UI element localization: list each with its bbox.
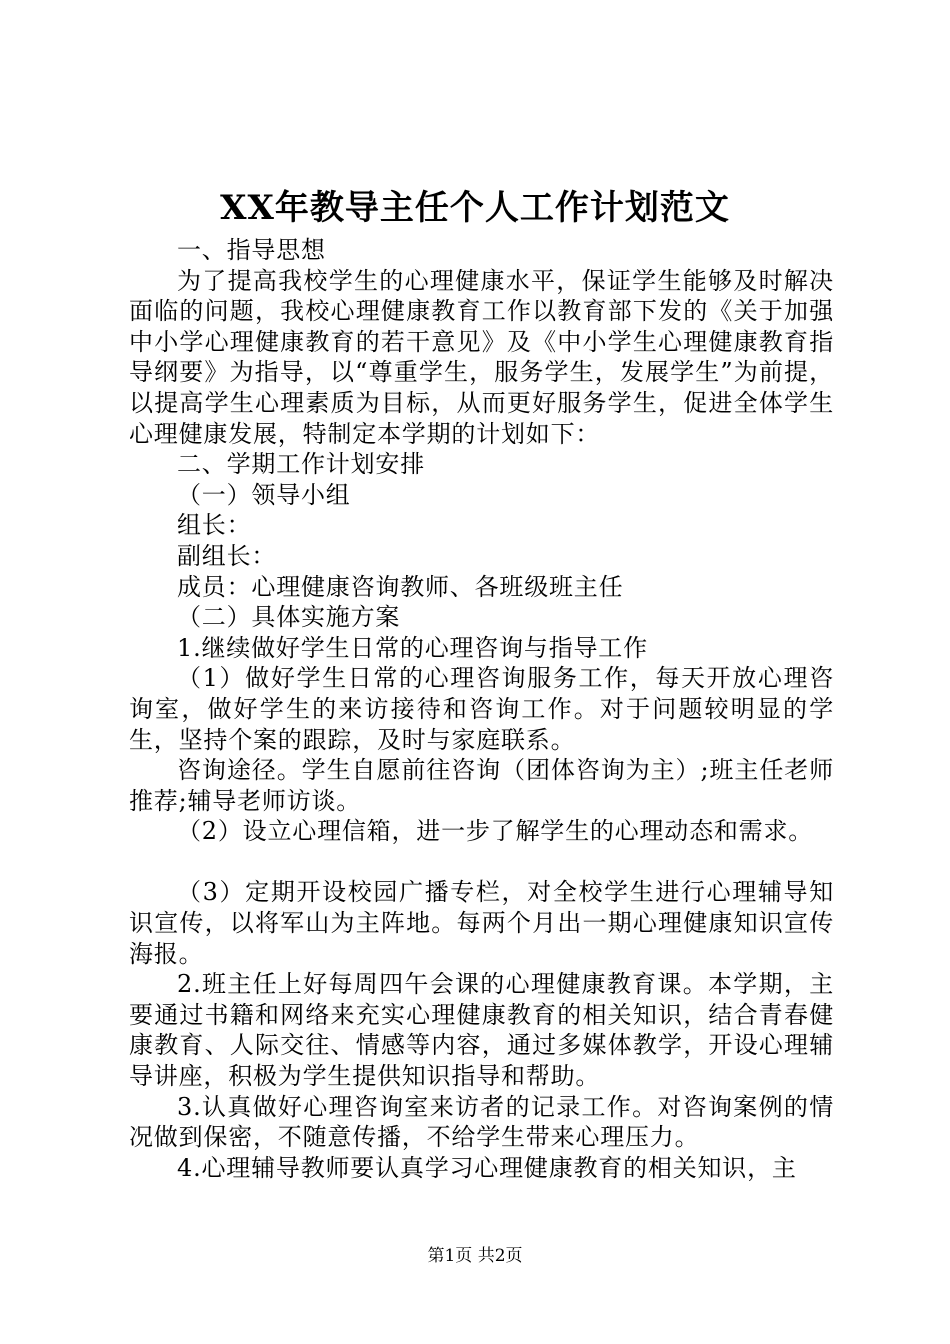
subheading-implementation: （二）具体实施方案 — [177, 603, 401, 632]
document-title: XX年教导主任个人工作计划范文 — [220, 188, 730, 228]
page-footer: 第1页 共2页 — [427, 1246, 523, 1266]
item-1-1-paragraph: （1）做好学生日常的心理咨询服务工作，每天开放心理咨询室，做好学生的来访接待和咨询工作。对于问题较明显的学生，坚持个案的跟踪，及时与家庭联系。 — [129, 664, 834, 754]
paragraph-guiding-thought: 为了提高我校学生的心理健康水平，保证学生能够及时解决面临的问题，我校心理健康教育工作以教育部下发的《关于加强中小学心理健康教育的若干意见》及《中小学生心理健康教育指导纲要》为指导，以“尊重学生，服务学生，发展学生”为前提，以提高学生心理素质为目标，从而更好服务学生，促进全体学生心理健康发展，特制定本学期的计划如下： — [129, 266, 834, 448]
item-1-2-paragraph: （2）设立心理信箱，进一步了解学生的心理动态和需求。 — [177, 817, 814, 846]
item-1-heading: 1.继续做好学生日常的心理咨询与指导工作 — [177, 633, 648, 662]
item-3-paragraph: 3.认真做好心理咨询室来访者的记录工作。对咨询案例的情况做到保密，不随意传播，不给学生带来心理压力。 — [129, 1092, 834, 1152]
item-1-3-paragraph: （3）定期开设校园广播专栏，对全校学生进行心理辅导知识宣传，以将军山为主阵地。每两个月出一期心理健康知识宣传海报。 — [129, 878, 834, 968]
group-leader-line: 组长： — [177, 511, 252, 540]
heading-guiding-thought: 一、指导思想 — [177, 236, 326, 264]
document-body — [129, 235, 834, 1183]
heading-work-plan: 二、学期工作计划安排 — [177, 450, 425, 479]
members-line: 成员：心理健康咨询教师、各班级班主任 — [177, 572, 624, 601]
subheading-leadership-group: （一）领导小组 — [177, 480, 351, 509]
blank-line — [129, 847, 834, 878]
item-2-paragraph: 2.班主任上好每周四午会课的心理健康教育课。本学期，主要通过书籍和网络来充实心理健康教育的相关知识，结合青春健康教育、人际交往、情感等内容，通过多媒体教学，开设心理辅导讲座，积极为学生提供知识指导和帮助。 — [129, 970, 834, 1091]
item-4-paragraph: 4.心理辅导教师要认真学习心理健康教育的相关知识，主 — [177, 1153, 797, 1182]
deputy-leader-line: 副组长： — [177, 541, 277, 570]
consult-channels-paragraph: 咨询途径。学生自愿前往咨询（团体咨询为主）;班主任老师推荐;辅导老师访谈。 — [129, 756, 834, 815]
